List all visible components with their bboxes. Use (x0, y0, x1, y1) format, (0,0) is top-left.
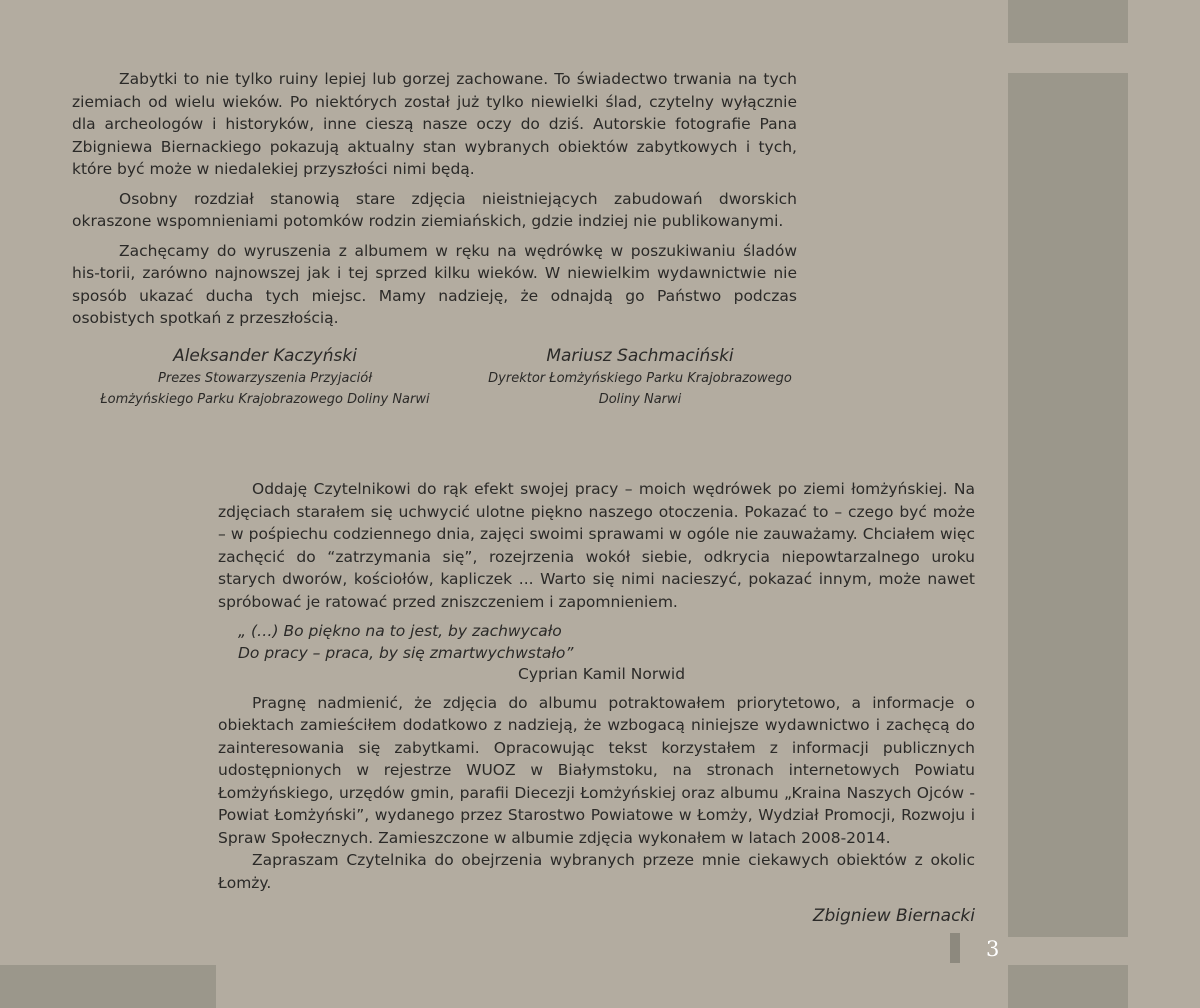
quote-line: Do pracy – praca, by się zmartwychwstało” (238, 643, 574, 662)
intro-text (72, 68, 797, 337)
decorative-bar-bottom-left (0, 965, 216, 1008)
quote-author: Cyprian Kamil Norwid (518, 665, 686, 683)
intro-paragraph: Zabytki to nie tylko ruiny lepiej lub gorzej zachowane. To świadectwo trwania na tych ziemiach od wielu wieków. Po niektórych został już tylko niewielki ślad, czytelny wyłącznie dla archeologów i historyków, inne cieszą nasze oczy do dziś. Autorskie fotografie Pana Zbigniewa Biernackiego pokazują aktualny stan wybranych obiektów zabytkowych i tych, które być może w niedalekiej przyszłości nimi będą. (72, 70, 797, 178)
page-marker (950, 933, 960, 963)
decorative-bar-bottom-right (1008, 965, 1128, 1008)
signature-left-role-line2: Łomżyńskiego Parku Krajobrazowego Doliny Narwi (100, 391, 430, 407)
author-paragraph: Zapraszam Czytelnika do obejrzenia wybranych przeze mnie ciekawych obiektów z okolic Łomży. (218, 851, 975, 892)
quote (238, 621, 975, 686)
decorative-bar-right (1008, 73, 1128, 937)
author-paragraph: Pragnę nadmienić, że zdjęcia do albumu potraktowałem priorytetowo, a informacje o obiektach zamieściłem dodatkowo z nadzieją, że wzbogacą niniejsze wydawnictwo i zachęcą do zainteresowania się zabytkami. Opracowując tekst korzystałem z informacji publicznych udostępnionych w rejestrze WUOZ w Białymstoku, na stronach internetowych Powiatu Łomżyńskiego, urzędów gmin, parafii Diecezji Łomżyńskiej oraz albumu „Kraina Naszych Ojców - Powiat Łomżyński”, wydanego przez Starostwo Powiatowe w Łomży, Wydział Promocji, Rozwoju i Spraw Społecznych. Zamieszczone w albumie zdjęcia wykonałem w latach 2008-2014. (218, 693, 975, 847)
signature-right-role-line1: Dyrektor Łomżyńskiego Parku Krajobrazowego (488, 371, 792, 386)
author-text (218, 478, 975, 927)
author-paragraph: Oddaję Czytelnikowi do rąk efekt swojej pracy – moich wędrówek po ziemi łomżyńskiej. Na zdjęciach starałem się uchwycić ulotne piękno naszego otoczenia. Pokazać to – czego być może – w pośpiechu codziennego dnia, zajęci swoimi sprawami w ogóle nie zauważamy. Chciałem więc zachęcić do “zatrzymania się”, rozejrzenia wokół siebie, odkrycia niepowtarzalnego uroku starych dworów, kościołów, kapliczek ... Warto się nimi nacieszyć, pokazać innym, może nawet spróbować je ratować przed zniszczeniem i zapomnieniem. (218, 480, 975, 611)
author-signature: Zbigniew Biernacki (812, 906, 975, 926)
signature-left (72, 345, 458, 410)
signature-left-name: Aleksander Kaczyński (173, 346, 357, 366)
signature-left-role-line1: Prezes Stowarzyszenia Przyjaciół (158, 371, 372, 386)
signature-right-name: Mariusz Sachmaciński (546, 346, 734, 366)
decorative-bar-top-right (1008, 0, 1128, 43)
signature-right-role-line2: Doliny Narwi (598, 391, 682, 407)
page-number: 3 (986, 937, 1000, 961)
intro-paragraph: Zachęcamy do wyruszenia z albumem w ręku na wędrówkę w poszukiwaniu śladów his-torii, zarówno najnowszej jak i tej sprzed kilku wieków. W niewielkim wydawnictwie nie sposób ukazać ducha tych miejsc. Mamy nadzieję, że odnajdą go Państwo podczas osobistych spotkań z przeszłością. (72, 241, 797, 327)
quote-line: „ (…) Bo piękno na to jest, by zachwycało (238, 622, 562, 640)
intro-paragraph: Osobny rozdział stanowią stare zdjęcia nieistniejących zabudowań dworskich okraszone wspomnieniami potomków rodzin ziemiańskich, gdzie indziej nie publikowanymi. (72, 189, 797, 230)
signature-right (458, 345, 822, 410)
